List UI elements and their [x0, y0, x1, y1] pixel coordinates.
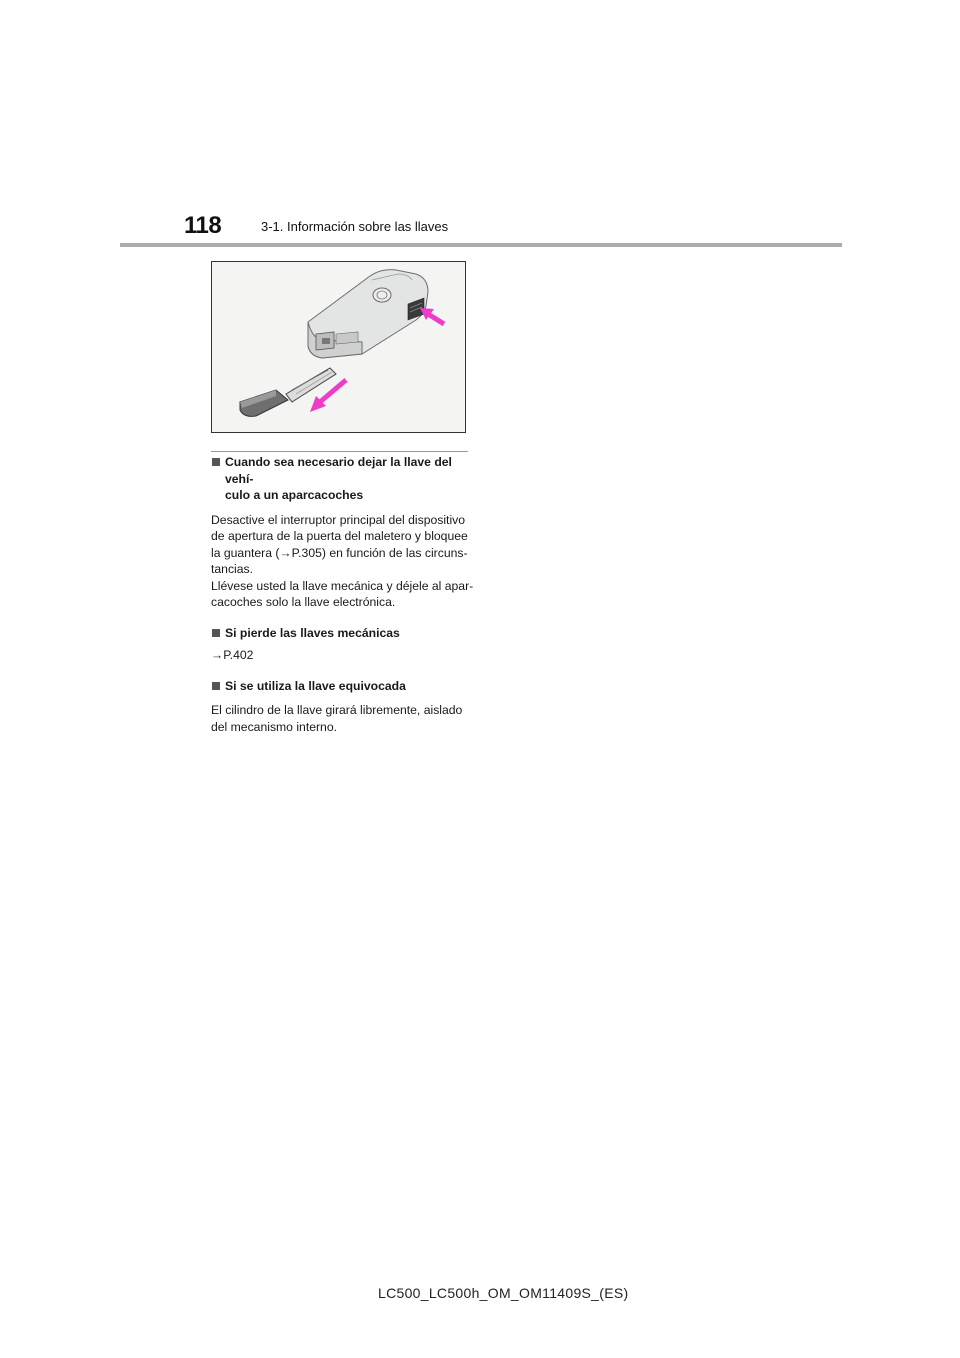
heading-line: Si se utiliza la llave equivocada [225, 678, 406, 693]
page-reference-link[interactable] [211, 647, 473, 664]
key-illustration-icon [212, 262, 465, 432]
section-heading [211, 625, 473, 642]
bullet-square-icon [212, 629, 220, 637]
page-number: 118 [184, 212, 222, 239]
heading-line: Cuando sea necesario dejar la llave del vehí- [225, 455, 452, 486]
section-heading [211, 678, 473, 695]
bullet-square-icon [212, 458, 220, 466]
body-line: tancias. [211, 562, 254, 576]
key-figure [211, 261, 466, 433]
section-body [211, 702, 473, 735]
release-direction-arrow-icon [420, 308, 444, 324]
body-line: →P.402 [211, 648, 254, 662]
body-line: de apertura de la puerta del maletero y bloquee [211, 529, 468, 543]
bullet-square-icon [212, 682, 220, 690]
section-title: 3-1. Información sobre las llaves [261, 219, 449, 234]
figure-divider [211, 451, 468, 452]
section-heading [211, 454, 473, 504]
body-line: Desactive el interruptor principal del dispositivo [211, 512, 466, 527]
electronic-key-icon [308, 270, 428, 358]
heading-line: culo a un aparcacoches [225, 488, 364, 502]
mechanical-key-icon [240, 368, 336, 416]
body-line-with-reference: la guantera (→P.305) en función de las circuns- [211, 545, 468, 560]
body-line: El cilindro de la llave girará libremente, aislado [211, 703, 463, 717]
header-divider [120, 243, 842, 247]
heading-line: Si pierde las llaves mecánicas [225, 625, 400, 640]
body-line: Llévese usted la llave mecánica y déjele al apar- [211, 578, 474, 593]
body-line: del mecanismo interno. [211, 719, 337, 734]
page-content [211, 454, 473, 735]
section-body [211, 512, 473, 611]
document-id-footer: LC500_LC500h_OM_OM11409S_(ES) [378, 1285, 629, 1301]
body-line: cacoches solo la llave electrónica. [211, 595, 396, 609]
